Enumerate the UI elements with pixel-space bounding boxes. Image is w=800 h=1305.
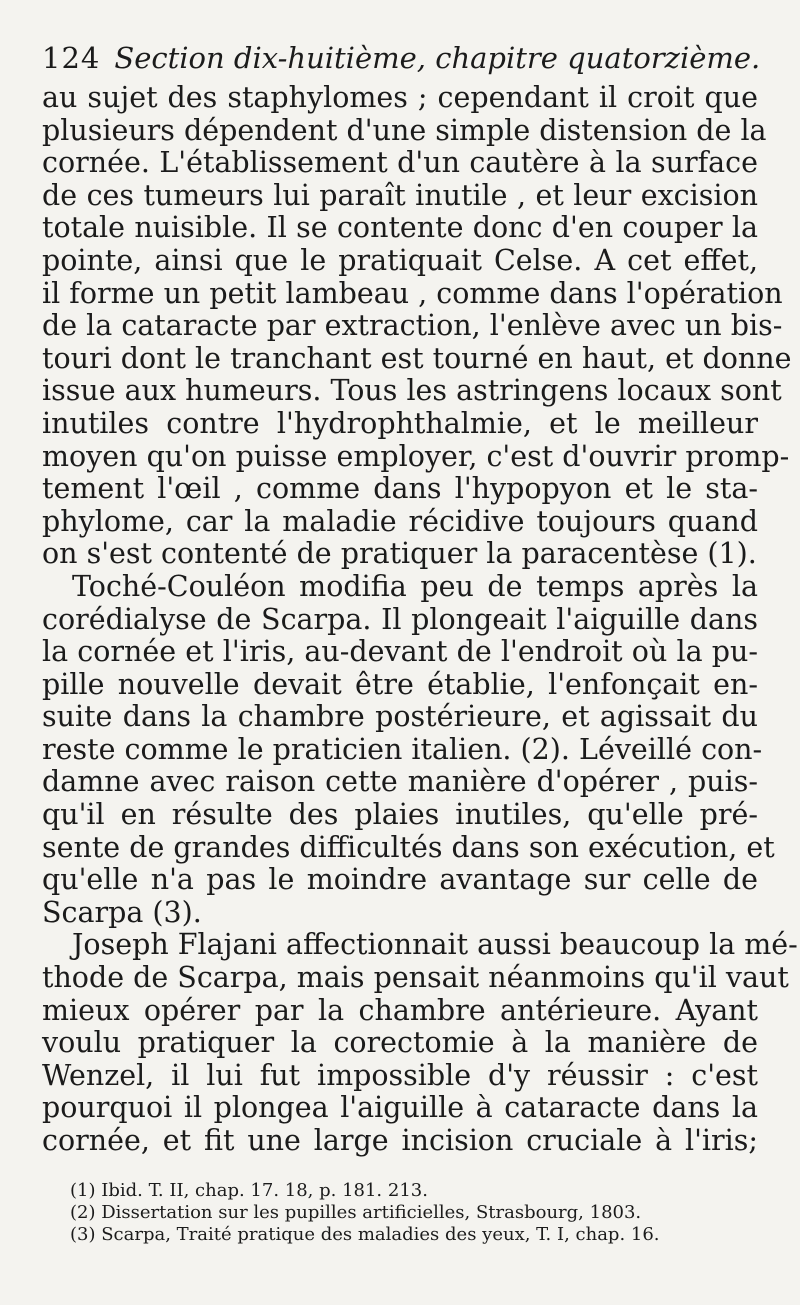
- text-line: phylome, car la maladie récidive toujours quand: [42, 504, 758, 538]
- text-line: corédialyse de Scarpa. Il plongeait l'aiguille dans: [42, 602, 758, 636]
- running-head: Section dix-huitième, chapitre quatorzième.: [114, 41, 761, 75]
- text-line: damne avec raison cette manière d'opérer , puis-: [42, 765, 758, 799]
- text-line: sente de grandes difficultés dans son exécution, et: [42, 830, 775, 864]
- text-line: moyen qu'on puisse employer, c'est d'ouvrir promp-: [42, 439, 790, 473]
- text-line: reste comme le praticien italien. (2). Léveillé con-: [42, 732, 763, 766]
- body-text: [42, 81, 798, 1158]
- text-line: plusieurs dépendent d'une simple distension de la: [42, 113, 767, 147]
- text-line: de la cataracte par extraction, l'enlève avec un bis-: [42, 309, 783, 343]
- text-line: pourquoi il plongea l'aiguille à cataracte dans la: [42, 1091, 758, 1125]
- footnote: (2) Dissertation sur les pupilles artificielles, Strasbourg, 1803.: [70, 1202, 642, 1223]
- footnote: (1) Ibid. T. II, chap. 17. 18, p. 181. 213.: [70, 1180, 428, 1201]
- text-line: pointe, ainsi que le pratiquait Celse. A cet effet,: [42, 243, 758, 277]
- footnote: (3) Scarpa, Traité pratique des maladies des yeux, T. I, chap. 16.: [70, 1224, 660, 1245]
- text-line: Toché-Couléon modifia peu de temps après la: [72, 569, 758, 603]
- text-line: tement l'œil , comme dans l'hypopyon et le sta-: [42, 472, 758, 506]
- text-line: il forme un petit lambeau , comme dans l'opération: [42, 276, 783, 310]
- text-line: voulu pratiquer la corectomie à la manière de: [42, 1026, 758, 1060]
- text-line: Scarpa (3).: [42, 895, 202, 929]
- text-line: issue aux humeurs. Tous les astringens locaux sont: [42, 374, 782, 408]
- text-line: Joseph Flajani affectionnait aussi beaucoup la mé-: [72, 928, 798, 962]
- text-line: Wenzel, il lui fut impossible d'y réussir : c'est: [42, 1058, 758, 1092]
- text-line: suite dans la chambre postérieure, et agissait du: [42, 700, 758, 734]
- text-line: la cornée et l'iris, au-devant de l'endroit où la pu-: [42, 635, 758, 669]
- page-header: [42, 38, 761, 78]
- text-line: on s'est contenté de pratiquer la paracentèse (1).: [42, 537, 757, 571]
- text-line: cornée. L'établissement d'un cautère à la surface: [42, 146, 758, 180]
- footnotes: [70, 1180, 760, 1246]
- text-line: thode de Scarpa, mais pensait néanmoins qu'il vaut: [42, 961, 789, 995]
- text-line: au sujet des staphylomes ; cependant il croit que: [42, 81, 758, 114]
- text-line: de ces tumeurs lui paraît inutile , et leur excision: [42, 178, 758, 212]
- text-line: touri dont le tranchant est tourné en haut, et donne: [42, 341, 792, 375]
- text-line: qu'elle n'a pas le moindre avantage sur celle de: [42, 863, 758, 897]
- text-line: cornée, et fit une large incision cruciale à l'iris;: [42, 1124, 758, 1157]
- text-line: pille nouvelle devait être établie, l'enfonçait en-: [42, 667, 758, 701]
- page-number: 124: [42, 41, 101, 75]
- text-line: qu'il en résulte des plaies inutiles, qu'elle pré-: [42, 798, 758, 832]
- text-line: totale nuisible. Il se contente donc d'en couper la: [42, 211, 758, 245]
- text-line: inutiles contre l'hydrophthalmie, et le meilleur: [42, 406, 758, 440]
- text-line: mieux opérer par la chambre antérieure. Ayant: [42, 993, 758, 1027]
